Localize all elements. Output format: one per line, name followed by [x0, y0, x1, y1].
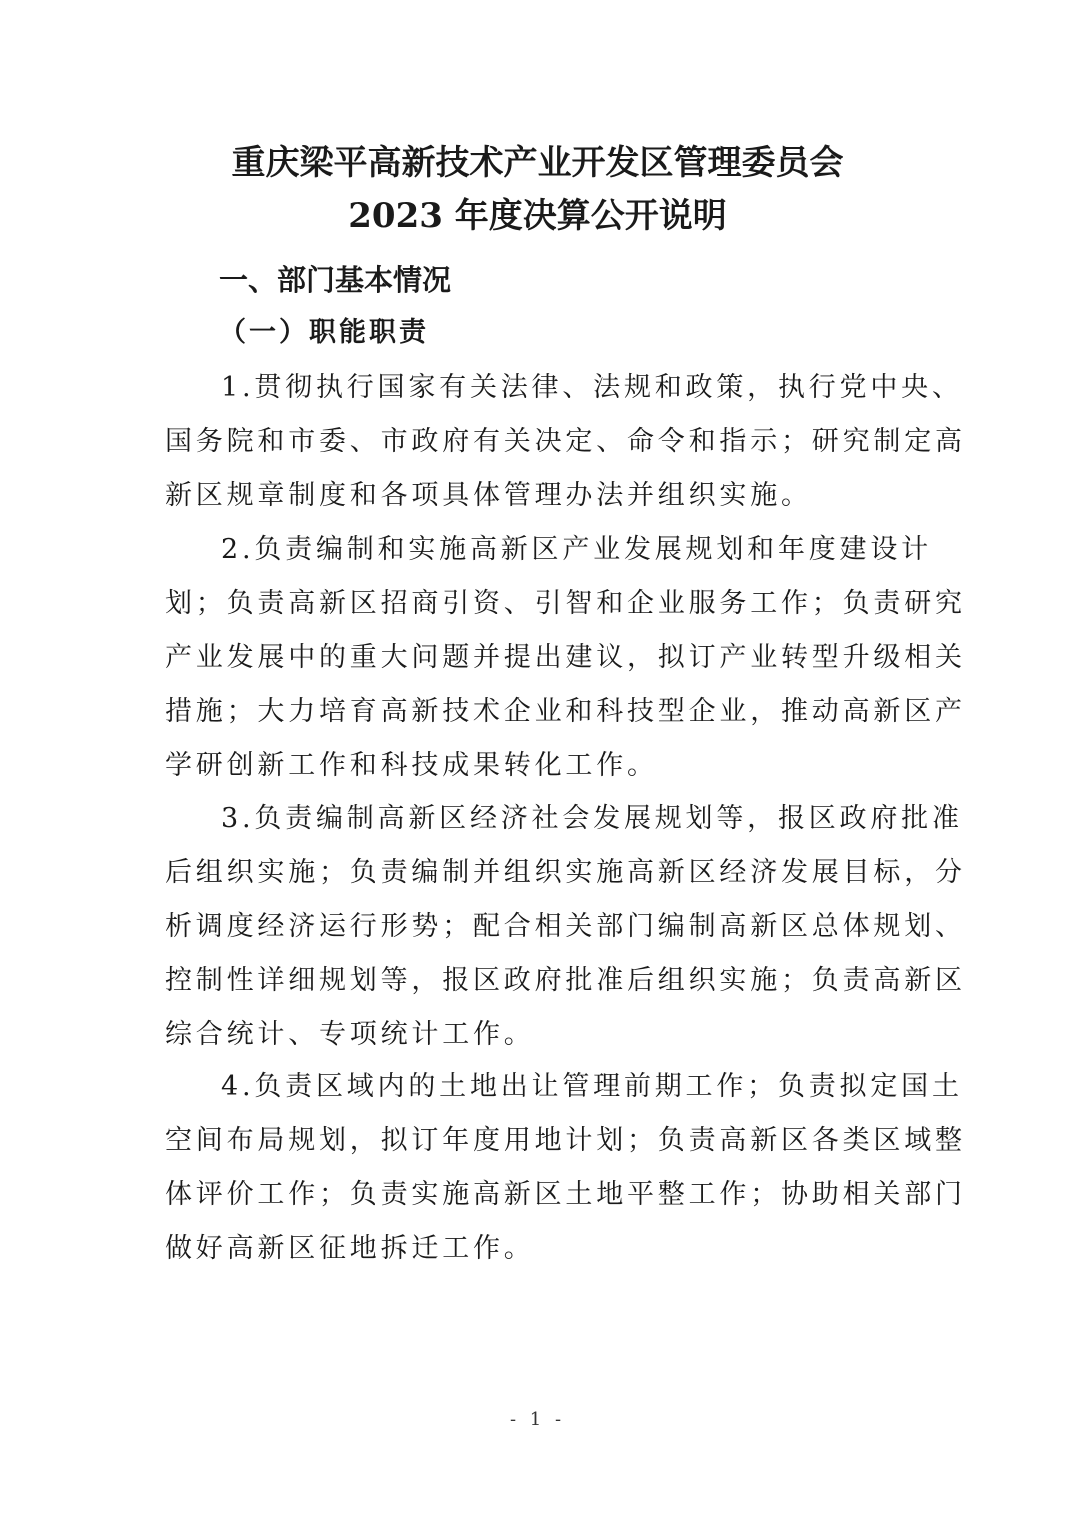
paragraph-line: 划；负责高新区招商引资、引智和企业服务工作；负责研究	[165, 588, 966, 619]
paragraph-line: 产业发展中的重大问题并提出建议，拟订产业转型升级相关	[165, 642, 966, 673]
paragraph-line: 3.负责编制高新区经济社会发展规划等，报区政府批准	[221, 803, 963, 834]
paragraph-line: 析调度经济运行形势；配合相关部门编制高新区总体规划、	[165, 911, 966, 942]
paragraph-1	[165, 361, 966, 523]
paragraph-line: 措施；大力培育高新技术企业和科技型企业，推动高新区产	[165, 696, 966, 727]
document-title-line1: 重庆梁平高新技术产业开发区管理委员会	[231, 143, 844, 183]
paragraph-line: 2.负责编制和实施高新区产业发展规划和年度建设计	[221, 534, 932, 565]
paragraph-4	[165, 1060, 966, 1276]
paragraph-3	[165, 792, 966, 1062]
paragraph-line: 做好高新区征地拆迁工作。	[165, 1233, 535, 1264]
paragraph-line: 空间布局规划，拟订年度用地计划；负责高新区各类区域整	[165, 1125, 966, 1156]
paragraph-line: 1.贯彻执行国家有关法律、法规和政策，执行党中央、	[221, 372, 963, 403]
paragraph-line: 综合统计、专项统计工作。	[165, 1019, 535, 1050]
paragraph-line: 学研创新工作和科技成果转化工作。	[165, 750, 658, 781]
paragraph-2	[165, 523, 966, 793]
paragraph-line: 后组织实施；负责编制并组织实施高新区经济发展目标，分	[165, 857, 966, 888]
paragraph-line: 4.负责区域内的土地出让管理前期工作；负责拟定国土	[221, 1071, 963, 1102]
paragraph-line: 体评价工作；负责实施高新区土地平整工作；协助相关部门	[165, 1179, 966, 1210]
document-title-line2: 2023 年度决算公开说明	[348, 196, 727, 236]
page-number: - 1 -	[509, 1409, 566, 1430]
paragraph-line: 国务院和市委、市政府有关决定、命令和指示；研究制定高	[165, 426, 966, 457]
paragraph-line: 控制性详细规划等，报区政府批准后组织实施；负责高新区	[165, 965, 966, 996]
section-heading: 一、部门基本情况	[219, 263, 452, 297]
subsection-heading: （一）职能职责	[219, 317, 429, 348]
paragraph-line: 新区规章制度和各项具体管理办法并组织实施。	[165, 480, 812, 511]
